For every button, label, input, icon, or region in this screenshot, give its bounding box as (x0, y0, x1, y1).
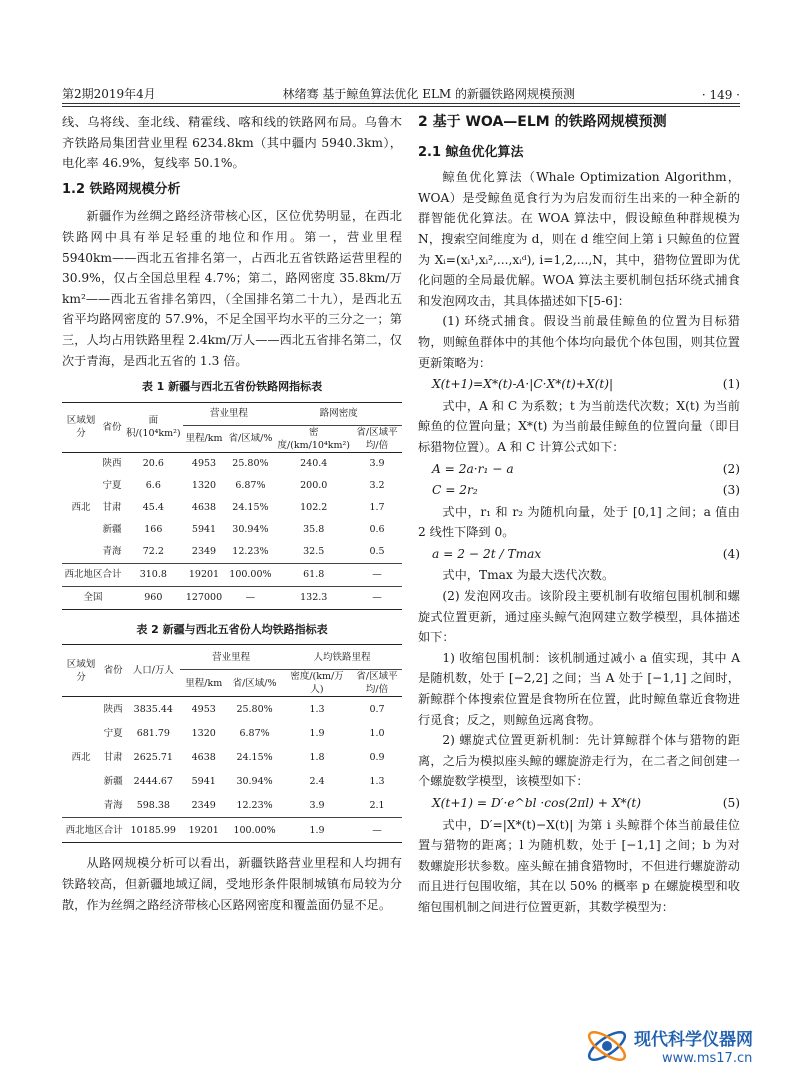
table-cell: 25.80% (232, 458, 269, 470)
table-row (62, 721, 402, 745)
table-cell: 960 (144, 592, 163, 604)
equation-number: (3) (722, 483, 740, 498)
table-cell: 166 (144, 524, 163, 536)
table-cell: — (372, 824, 382, 836)
t2-h-ratio: 省/区域/% (232, 677, 277, 689)
table-cell: 1.8 (309, 751, 325, 763)
table-cell: 新疆 (103, 775, 123, 787)
table2 (62, 644, 402, 843)
left-column (62, 112, 402, 915)
table-cell: 102.2 (300, 502, 328, 514)
table-cell: 35.8 (303, 524, 325, 536)
table-cell: 新疆 (102, 524, 122, 536)
table-cell: 30.94% (232, 524, 269, 536)
table-cell: 100.00% (229, 569, 272, 581)
table-cell: — (245, 592, 256, 604)
table-cell: 西北地区合计 (65, 824, 123, 836)
table-cell: 宁夏 (103, 727, 123, 739)
table-row (62, 497, 402, 519)
table-row-total (62, 818, 402, 843)
table-cell: 240.4 (300, 458, 328, 470)
table-cell: 3.2 (369, 480, 385, 492)
table-cell: 19201 (188, 569, 220, 581)
table-cell: 5941 (191, 524, 217, 536)
running-header (62, 80, 740, 102)
table-row (62, 793, 402, 818)
table-row-total (62, 563, 402, 586)
t2-h-pop: 人口/万人 (126, 645, 180, 697)
t1-h-province: 省份 (100, 402, 124, 452)
table-cell: 青海 (102, 546, 122, 558)
table-cell: 32.5 (303, 546, 325, 558)
table-row (62, 769, 402, 793)
table-row (62, 452, 402, 475)
equation-number: (2) (722, 461, 740, 476)
table-cell: 12.23% (236, 799, 273, 811)
t2-h-group2: 人均铁路里程 (282, 645, 402, 670)
table-cell: 24.15% (236, 751, 273, 763)
spiral-paragraph: 2) 螺旋式位置更新机制：先计算鲸群个体与猎物的距离，之后为模拟座头鲸的螺旋游走行为，在二者之间创建一个螺旋数学模型，该模型如下： (418, 733, 740, 789)
table-cell: 30.94% (236, 775, 273, 787)
table-cell: 4638 (191, 751, 216, 763)
table-cell: 200.0 (300, 480, 328, 492)
t1-h-avg: 省/区域平均/倍 (356, 426, 398, 451)
site-logo (582, 1017, 792, 1077)
t1-region: 西北 (71, 502, 91, 514)
t2-h-per: 密度/(km/万人) (290, 671, 344, 696)
table-cell: 12.23% (232, 546, 269, 558)
table-cell: 0.5 (369, 546, 385, 558)
logo-title: 现代科学仪器网 (634, 1030, 753, 1050)
table-cell: 19201 (188, 824, 219, 836)
table-cell: — (372, 569, 382, 581)
table-cell: 25.80% (236, 703, 273, 715)
section-2-1-heading: 2.1 鲸鱼优化算法 (418, 144, 524, 160)
t1-h-region: 区域划分 (62, 402, 100, 452)
table-cell: 100.00% (233, 824, 276, 836)
equation-number: (1) (722, 377, 740, 392)
table-cell: 72.2 (142, 546, 164, 558)
table-cell: 2.1 (369, 799, 385, 811)
table-cell: 4953 (191, 703, 216, 715)
table-row (62, 519, 402, 541)
table-cell: 宁夏 (102, 480, 122, 492)
encircling-paragraph: (1) 环绕式捕食。假设当前最佳鲸鱼的位置为目标猎物，则鲸鱼群体中的其他个体均向最优个体包围，则其位置更新策略为： (418, 314, 740, 370)
table-cell: 1.7 (369, 502, 385, 514)
equation-body: a = 2 − 2t / Tmax (432, 546, 542, 561)
table-cell: 20.6 (142, 458, 164, 470)
t1-h-area: 面积/(10⁴km²) (124, 402, 183, 452)
table-cell: 5941 (191, 775, 216, 787)
header-title: 林绪骞 基于鲸鱼算法优化 ELM 的新疆铁路网规模预测 (282, 87, 576, 101)
table-row (62, 745, 402, 769)
table-cell: 3835.44 (133, 703, 173, 715)
header-page-number: · 149 · (701, 88, 740, 102)
table-cell: 青海 (103, 799, 123, 811)
table-cell: 0.6 (369, 524, 385, 536)
table-cell: 2625.71 (133, 751, 173, 763)
logo-url: www.ms17.cn (662, 1051, 753, 1066)
equation-3 (418, 480, 740, 501)
header-issue: 第2期2019年4月 (62, 87, 156, 101)
equation-body: C = 2r₂ (432, 483, 478, 498)
table-cell: 1.9 (309, 727, 325, 739)
right-column (418, 112, 740, 918)
t2-h-avg: 省/区域平均/倍 (356, 671, 398, 696)
t1-h-ratio: 省/区域/% (228, 433, 273, 445)
table-cell: 2349 (191, 799, 216, 811)
table-cell: 1320 (191, 480, 217, 492)
intro-paragraph: 线、乌将线、奎北线、精霍线、喀和线的铁路网布局。乌鲁木齐铁路局集团营业里程 6234.8km（其中疆内 5940.3km），电化率 46.9%，复线率 50.1%。 (62, 115, 402, 171)
table-cell: 6.87% (235, 480, 266, 492)
equation-body: X(t+1)=X*(t)-A·|C·X*(t)+X(t)| (432, 377, 614, 392)
t2-h-group1: 营业里程 (180, 645, 282, 670)
section-1-2-heading: 1.2 铁路网规模分析 (62, 181, 181, 197)
table-row-national (62, 586, 402, 609)
table-cell: 61.8 (303, 569, 325, 581)
table-cell: 310.8 (139, 569, 167, 581)
t2-region: 西北 (71, 751, 91, 763)
table2-caption: 表 2 新疆与西北五省份人均铁路指标表 (136, 622, 328, 636)
equation-5 (418, 793, 740, 814)
spiral-explanation-paragraph: 式中，D′=|X*(t)−X(t)| 为第 i 头鲸群个体当前最佳位置与猎物的距离；l 为随机数，处于 [−1,1] 之间；b 为对数螺旋形状参数。座头鲸在捕食猎物时，不但进行螺旋游动而且进行包围收缩，其在以 50% 的概率 p 在螺旋模型和收缩包围机制之间进行位置更新，其数学模型为： (418, 817, 740, 914)
table-cell: 24.15% (232, 502, 269, 514)
t2-h-province: 省份 (100, 645, 126, 697)
header-rule (62, 103, 740, 104)
conclusion-paragraph: 从路网规模分析可以看出，新疆铁路营业里程和人均拥有铁路较高，但新疆地域辽阔，受地形条件限制城镇布局较为分散，作为丝绸之路经济带核心区路网密度和覆盖面仍显不足。 (62, 856, 402, 912)
woa-intro-paragraph: 鲸鱼优化算法（Whale Optimization Algorithm，WOA）是受鲸鱼觅食行为为启发而衍生出来的一种全新的群智能优化算法。在 WOA 算法中，假设鲸鱼种群规模为 N，搜索空间维度为 d，则在 d 维空间上第 i 只鲸鱼的位置为 Xᵢ=(xᵢ¹,xᵢ²,...,xᵢᵈ), i=1,2,...,N，其中，猎物位置即为优化问题的全局最优解。WOA 算法主要机制包括环绕式捕食和发泡网攻击，其具体描述如下[5-6]： (418, 170, 740, 308)
section-2-heading: 2 基于 WOA—ELM 的铁路网规模预测 (418, 114, 667, 130)
bubble-net-paragraph: (2) 发泡网攻击。该阶段主要机制有收缩包围机制和螺旋式位置更新，通过座头鲸气泡网建立数学模型，具体描述如下： (418, 589, 740, 645)
table-cell: 4953 (191, 458, 217, 470)
analysis-paragraph: 新疆作为丝绸之路经济带核心区，区位优势明显，在西北铁路网中具有举足轻重的地位和作用。第一，营业里程 5940km——西北五省排名第一，占西北五省铁路运营里程的 30.9%，仅占全国总里程 4.7%；第二，路网密度 35.8km/万km²——西北五省排名第四，（全国排名第二十九），是西北五省平均路网密度的 57.9%，不足全国平均水平的三分之一；第三，人均占用铁路里程 2.4km/万人——西北五省排名第二，仅次于青海，是西北五省的 1.3 倍。 (62, 209, 402, 368)
table1 (62, 402, 402, 610)
equation-body: A = 2a·r₁ − a (432, 461, 514, 476)
table1-caption: 表 1 新疆与西北五省份铁路网指标表 (141, 380, 323, 394)
equation-number: (4) (722, 546, 740, 561)
table-cell: 2349 (191, 546, 217, 558)
table-cell: 2444.67 (133, 775, 173, 787)
table-cell: 2.4 (309, 775, 325, 787)
table-cell: 全国 (83, 592, 103, 604)
tmax-paragraph: 式中，Tmax 为最大迭代次数。 (442, 568, 615, 583)
table-cell: — (372, 592, 382, 604)
table-cell: 45.4 (142, 502, 164, 514)
logo-icon (582, 1021, 632, 1071)
table-cell: 1.9 (309, 824, 325, 836)
table-cell: 6.6 (145, 480, 161, 492)
table-cell: 1.3 (309, 703, 325, 715)
header-rule-thin (62, 106, 740, 107)
table-cell: 1320 (191, 727, 216, 739)
table-row (62, 697, 402, 722)
t2-h-mileage: 里程/km (185, 677, 223, 689)
table-cell: 0.9 (369, 751, 385, 763)
table-cell: 甘肃 (102, 502, 122, 514)
equation-2 (418, 459, 740, 480)
table-cell: 1.0 (369, 727, 385, 739)
equation-4 (418, 544, 740, 565)
table-cell: 3.9 (309, 799, 325, 811)
table-cell: 西北地区合计 (64, 569, 122, 581)
coefficient-paragraph: 式中，A 和 C 为系数；t 为当前迭代次数；X(t) 为当前鲸鱼的位置向量；X*(t) 为当前最佳鲸鱼的位置向量（即目标猎物位置）。A 和 C 计算公式如下： (418, 398, 740, 454)
table-cell: 陕西 (102, 458, 122, 470)
t1-h-group1: 营业里程 (183, 402, 276, 425)
table-cell: 681.79 (136, 727, 170, 739)
table-cell: 132.3 (300, 592, 328, 604)
table-cell: 3.9 (369, 458, 385, 470)
table-cell: 0.7 (369, 703, 385, 715)
table-cell: 4638 (191, 502, 217, 514)
table-cell: 陕西 (103, 703, 123, 715)
table-cell: 甘肃 (103, 751, 123, 763)
table-row (62, 475, 402, 497)
table-cell: 1.3 (369, 775, 385, 787)
t2-h-region: 区域划分 (62, 645, 100, 697)
t1-h-group2: 路网密度 (275, 402, 402, 425)
table-row (62, 541, 402, 564)
table-cell: 598.38 (136, 799, 170, 811)
equation-1 (418, 374, 740, 395)
equation-body: X(t+1) = D′·e^bl ·cos(2πl) + X*(t) (432, 796, 642, 810)
table-cell: 10185.99 (130, 824, 176, 836)
table-cell: 127000 (185, 592, 223, 604)
shrinking-paragraph: 1) 收缩包围机制：该机制通过减小 a 值实现，其中 A 是随机数，处于 [−2,2] 之间；当 A 处于 [−1,1] 之间时，新鲸群个体搜索位置是食物所在位置，此时鲸鱼靠近食物进行觅食；反之，则鲸鱼远离食物。 (418, 650, 740, 727)
equation-number: (5) (722, 796, 740, 810)
t1-h-density: 密度/(km/10⁴km²) (277, 426, 351, 451)
t1-h-mileage: 里程/km (185, 433, 223, 445)
table-cell: 6.87% (239, 727, 270, 739)
random-vector-paragraph: 式中，r₁ 和 r₂ 为随机向量，处于 [0,1] 之间；a 值由 2 线性下降到 0。 (418, 504, 740, 540)
